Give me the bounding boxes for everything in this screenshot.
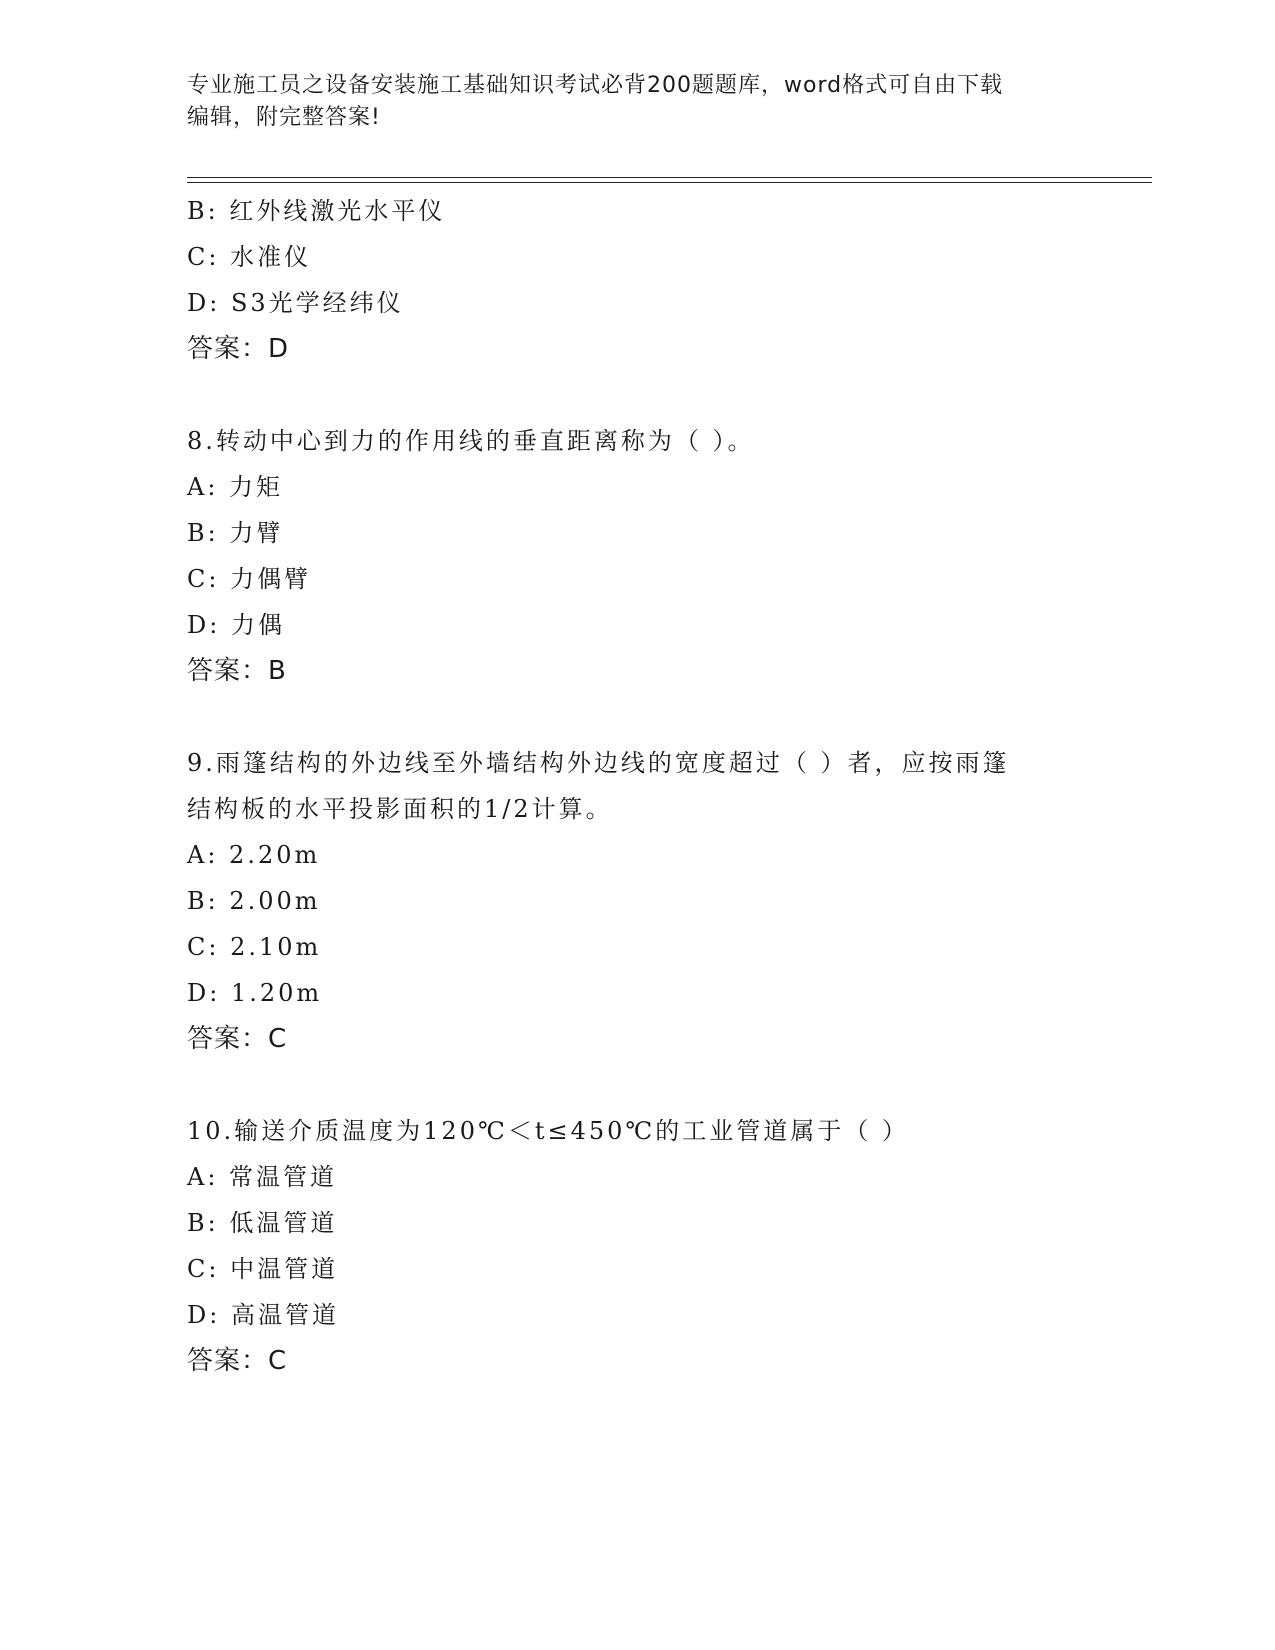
page-header — [187, 70, 1087, 134]
option-b: B: 红外线激光水平仪 — [187, 197, 446, 225]
answer: 答案：D — [187, 334, 290, 364]
option-d: D: S3光学经纬仪 — [187, 289, 404, 317]
question-7 — [187, 188, 1117, 372]
question-9 — [187, 740, 1117, 1062]
header-divider-bottom — [187, 182, 1152, 183]
question-stem-line-1: 9.雨篷结构的外边线至外墙结构外边线的宽度超过（ ）者，应按雨篷 — [187, 749, 1010, 777]
option-c: C: 2.10m — [187, 933, 322, 961]
question-stem: 8.转动中心到力的作用线的垂直距离称为（ ）。 — [187, 427, 755, 455]
option-c: C: 中温管道 — [187, 1255, 339, 1283]
option-d: D: 力偶 — [187, 611, 285, 639]
question-10 — [187, 1108, 1117, 1384]
header-line-2: 编辑，附完整答案! — [187, 105, 381, 130]
header-line-1: 专业施工员之设备安装施工基础知识考试必背200题题库，word格式可自由下载 — [187, 73, 1004, 98]
question-stem: 10.输送介质温度为120℃＜t≤450℃的工业管道属于（ ） — [187, 1117, 909, 1145]
option-c: C: 力偶臂 — [187, 565, 312, 593]
option-d: D: 1.20m — [187, 979, 323, 1007]
question-stem-line-2: 结构板的水平投影面积的1/2计算。 — [187, 795, 613, 823]
spacer — [187, 372, 1117, 418]
answer: 答案：C — [187, 1346, 288, 1376]
option-c: C: 水准仪 — [187, 243, 312, 271]
spacer — [187, 1062, 1117, 1108]
option-b: B: 低温管道 — [187, 1209, 338, 1237]
question-list — [187, 188, 1117, 1384]
option-b: B: 力臂 — [187, 519, 284, 547]
spacer — [187, 694, 1117, 740]
question-8 — [187, 418, 1117, 694]
option-a: A: 力矩 — [187, 473, 284, 501]
option-a: A: 常温管道 — [187, 1163, 338, 1191]
option-d: D: 高温管道 — [187, 1301, 339, 1329]
answer: 答案：B — [187, 656, 287, 686]
option-b: B: 2.00m — [187, 887, 321, 915]
header-divider-top — [187, 177, 1152, 178]
answer: 答案：C — [187, 1024, 288, 1054]
option-a: A: 2.20m — [187, 841, 321, 869]
